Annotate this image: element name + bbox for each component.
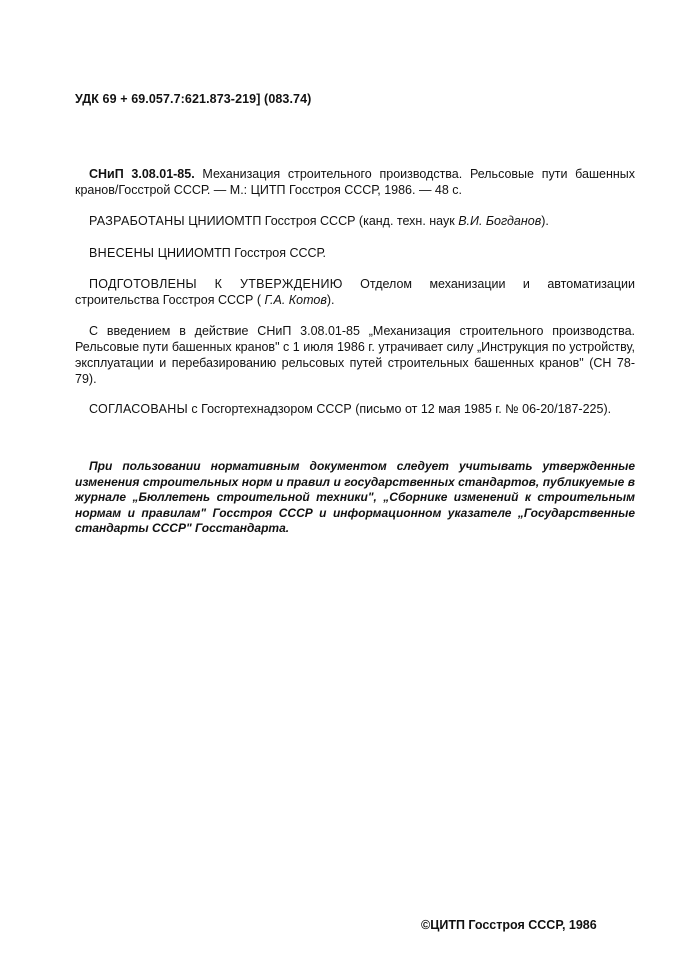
developed-author: В.И. Богданов (458, 214, 542, 228)
effective-date-paragraph (75, 323, 635, 387)
developed-label: РАЗРАБОТАНЫ (89, 214, 185, 228)
prepared-label: ПОДГОТОВЛЕНЫ К УТВЕРЖДЕНИЮ (89, 277, 343, 291)
introduced-by-paragraph (75, 245, 635, 261)
prepared-end: ). (326, 293, 335, 307)
developed-text: ЦНИИОМТП Госстроя СССР (канд. техн. наук (184, 214, 459, 228)
introduced-label: ВНЕСЕНЫ (89, 246, 155, 260)
developed-end: ). (541, 214, 549, 228)
agreed-label: СОГЛАСОВАНЫ (89, 402, 188, 416)
udk-code: УДК 69 + 69.057.7:621.873-219] (083.74) (75, 92, 312, 106)
agreed-text: с Госгортехнадзором СССР (письмо от 12 мая 1985 г. № 06-20/187-225). (187, 402, 612, 416)
prepared-for-approval-paragraph (75, 276, 635, 308)
copyright-line: ©ЦИТП Госстроя СССР, 1986 (421, 918, 597, 932)
snip-description: Механизация строительного производства. Рельсовые пути башенных кранов/Госстрой СССР. — М.: ЦИТП Госстроя СССР, 1986. — 48 с. (75, 167, 635, 197)
bibliographic-reference (75, 166, 635, 198)
developed-by-paragraph (75, 213, 635, 229)
effective-text: С введением в действие СНиП 3.08.01-85 „Механизация строительного производства. Рельсовые пути башенных кранов" с 1 июля 1986 г. утрачивает силу „Инструкция по устройству, эксплуатации и перебазированию рельсовых путей строительных башенных кранов" (СН 78-79). (75, 324, 635, 386)
usage-notice: При пользовании нормативным документом следует учитывать утвержденные изменения строительных норм и правил и государственных стандартов, публикуемые в журнале „Бюллетень строительной техники", „Сборнике изменений к строительным нормам и правилам" Госстроя СССР и информационном указателе „Государственные стандарты СССР" Госстандарта. (75, 459, 635, 535)
agreed-paragraph (75, 401, 635, 417)
prepared-author: Г.А. Котов (264, 293, 327, 307)
snip-code: СНиП 3.08.01-85. (89, 167, 195, 181)
introduced-text: ЦНИИОМТП Госстроя СССР. (154, 246, 326, 260)
prepared-text: Отделом механизации и автоматизации строительства Госстроя СССР ( (75, 277, 635, 307)
